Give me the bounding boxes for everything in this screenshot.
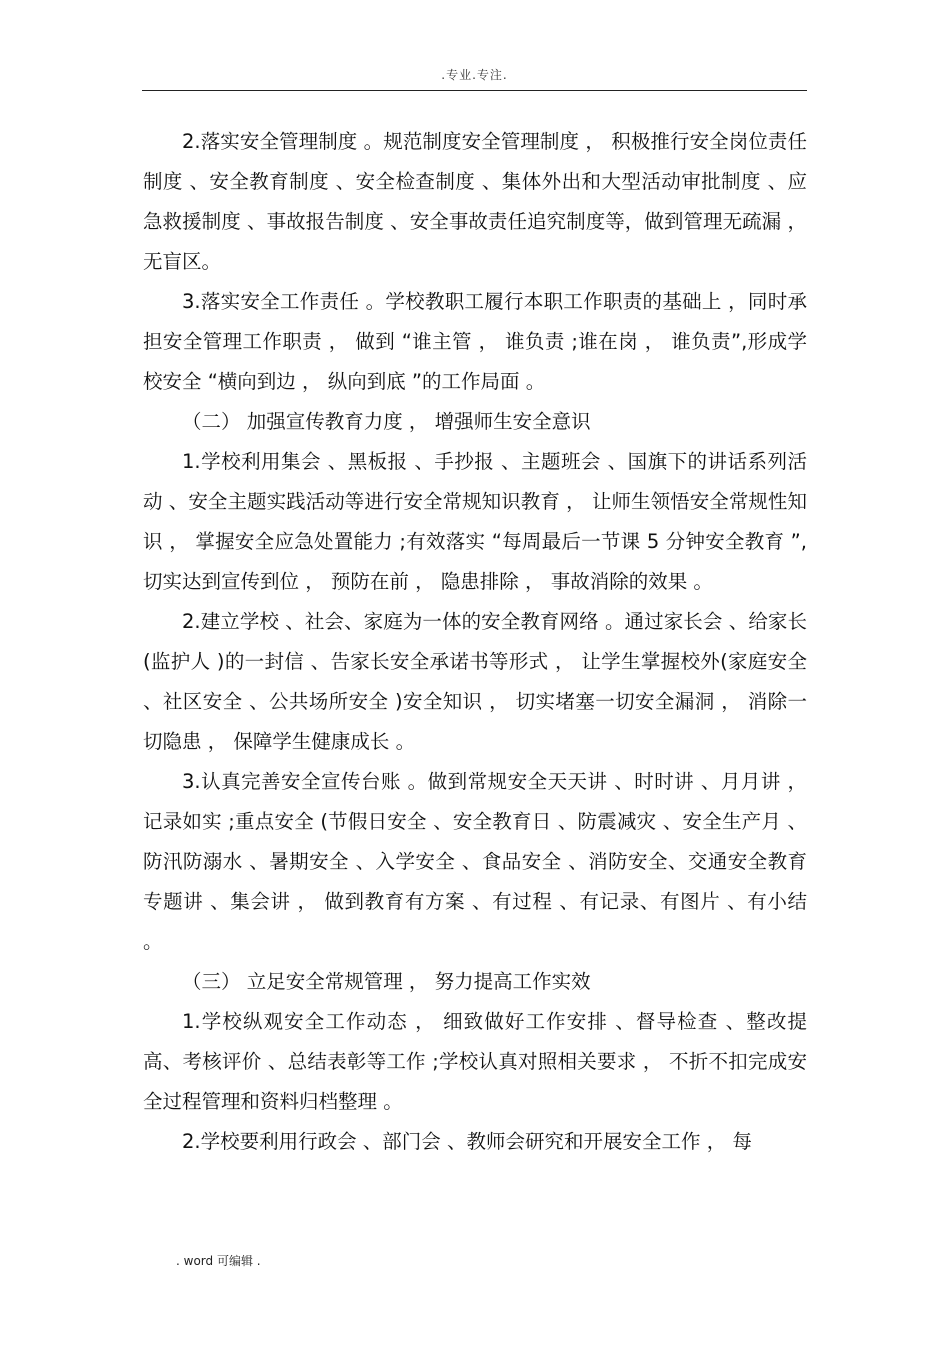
page-header: .专业.专注. (441, 68, 508, 82)
header-divider (142, 90, 807, 91)
paragraph-2-education-network: 2.建立学校 、社会、家庭为一体的安全教育网络 。通过家长会 、给家长 (监护人 )的一封信 、告家长安全承诺书等形式 ， 让学生掌握校外(家庭安全 、社区安全 、公共场所安全 )安全知识 ， 切实堵塞一切安全漏洞 ， 消除一切隐患 ， 保障学生健康成长 。 (143, 610, 807, 753)
paragraph-1-safety-education-activities: 1.学校利用集会 、黑板报 、手抄报 、主题班会 、国旗下的讲话系列活动 、安全主题实践活动等进行安全常规知识教育 ， 让师生领悟安全常规性知识 ， 掌握安全应急处置能力 ;有效落实 “每周最后一节课 5 分钟安全教育 ”,切实达到宣传到位 ， 预防在前 ， 隐患排除 ， 事故消除的效果 。 (143, 450, 807, 593)
section-heading-2: （二） 加强宣传教育力度 ， 增强师生安全意识 (182, 410, 591, 433)
section-heading-3: （三） 立足安全常规管理 ， 努力提高工作实效 (182, 970, 591, 993)
paragraph-3-publicity-records: 3.认真完善安全宣传台账 。做到常规安全天天讲 、时时讲 、月月讲 ， 记录如实 ;重点安全 (节假日安全 、安全教育日 、防震减灾 、安全生产月 、防汛防溺水 、暑期安全 、入学安全 、食品安全 、消防安全、交通安全教育专题讲 、集会讲 ， 做到教育有方案 、有过程 、有记录、有图片 、有小结 。 (143, 770, 807, 953)
paragraph-2-safety-management-system: 2.落实安全管理制度 。规范制度安全管理制度 ， 积极推行安全岗位责任制度 、安全教育制度 、安全检查制度 、集体外出和大型活动审批制度 、应急救援制度 、事故报告制度 、安全事故责任追究制度等，做到管理无疏漏 ， 无盲区。 (143, 130, 807, 273)
paragraph-2-meetings: 2.学校要利用行政会 、部门会 、教师会研究和开展安全工作 ， 每 (182, 1130, 752, 1153)
paragraph-1-safety-work-dynamics: 1.学校纵观安全工作动态 ， 细致做好工作安排 、督导检查 、整改提高、考核评价 、总结表彰等工作 ;学校认真对照相关要求 ， 不折不扣完成安全过程管理和资料归档整理 。 (143, 1010, 807, 1113)
paragraph-3-safety-work-responsibility: 3.落实安全工作责任 。学校教职工履行本职工作职责的基础上 ，同时承担安全管理工作职责 ， 做到 “谁主管 ， 谁负责 ;谁在岗 ， 谁负责”,形成学校安全 “横向到边 ， 纵向到底 ”的工作局面 。 (143, 290, 807, 393)
document-body (143, 122, 807, 1162)
page-footer: . word 可编辑 . (176, 1254, 261, 1268)
